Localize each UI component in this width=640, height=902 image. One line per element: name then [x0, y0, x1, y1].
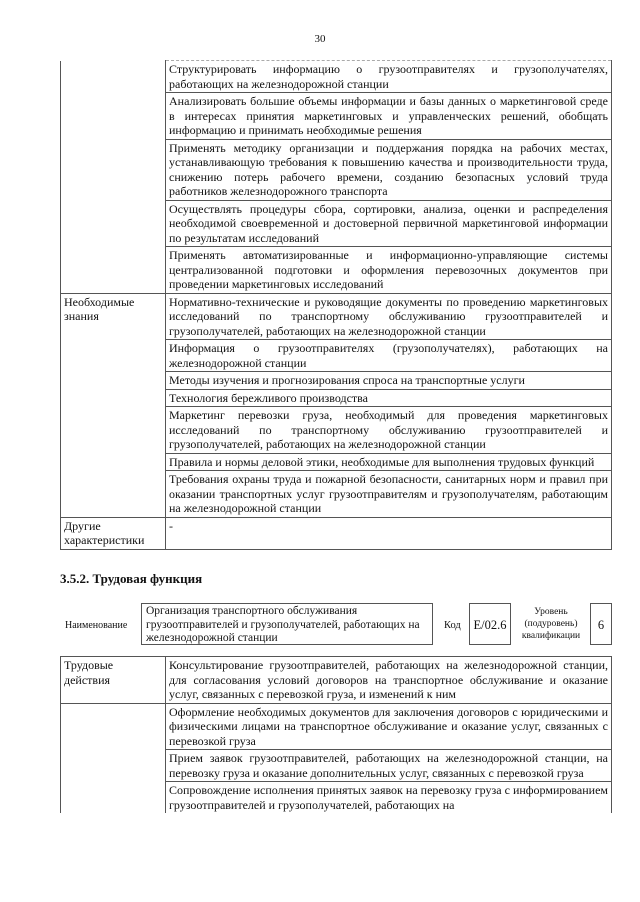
knowledge-item: Технология бережливого производства	[166, 389, 612, 407]
skill-row	[61, 139, 612, 200]
action-row	[61, 703, 612, 750]
function-header	[60, 603, 612, 649]
skill-row	[61, 93, 612, 140]
actions-label-cell	[61, 750, 166, 782]
actions-table	[60, 656, 612, 813]
skills-label-cell	[61, 93, 166, 140]
other-value: -	[166, 517, 612, 549]
action-row	[61, 750, 612, 782]
level-value: 6	[590, 603, 612, 645]
skills-label-cell	[61, 247, 166, 294]
skill-item: Структурировать информацию о грузоотправителях и грузополучателях, работающих на железнодорожной станции	[166, 61, 612, 93]
skill-item: Осуществлять процедуры сбора, сортировки, анализа, оценки и распределения необходимой своевременной и достоверной первичной маркетинговой информации по результатам исследований	[166, 200, 612, 247]
actions-label-cell	[61, 703, 166, 750]
skills-knowledge-table	[60, 60, 612, 550]
skill-row	[61, 200, 612, 247]
skill-row	[61, 247, 612, 294]
code-value: E/02.6	[469, 603, 511, 645]
knowledge-item: Информация о грузоотправителях (грузополучателях), работающих на железнодорожной станции	[166, 340, 612, 372]
skill-item: Применять автоматизированные и информационно-управляющие системы централизованной подготовки и оформления перевозочных документов при проведении маркетинговых исследований	[166, 247, 612, 294]
skill-item: Анализировать большие объемы информации и базы данных о маркетинговой среде в интересах принятия маркетинговых и управленческих решений, обобщать информацию и принимать необходимые решения	[166, 93, 612, 140]
knowledge-item: Правила и нормы деловой этики, необходимые для выполнения трудовых функций	[166, 453, 612, 471]
page-number: 30	[314, 33, 326, 45]
code-label: Код	[444, 620, 461, 631]
level-label: Уровень (подуровень) квалификации	[521, 607, 581, 641]
action-item: Оформление необходимых документов для заключения договоров с юридическими и физическими лицами на транспортное обслуживание и оказание услуг, связанных с перевозкой груза	[166, 703, 612, 750]
section-heading: 3.5.2. Трудовая функция	[60, 571, 203, 586]
skill-item: Применять методику организации и поддержания порядка на рабочих местах, устанавливающую требования к повышению качества и производительности труда, снижению потерь рабочего времени, созданию безопасных условий труда работников железнодорожного транспорта	[166, 139, 612, 200]
name-label: Наименование	[65, 620, 128, 631]
actions-label-cell	[61, 782, 166, 814]
actions-label: Трудовые действия	[61, 657, 166, 704]
action-row	[61, 657, 612, 704]
knowledge-item: Требования охраны труда и пожарной безопасности, санитарных норм и правил при оказании транспортных услуг грузоотправителям и грузополучателям, работающим на железнодорожной станции	[166, 471, 612, 518]
knowledge-label: Необходимые знания	[61, 293, 166, 517]
skill-row	[61, 61, 612, 93]
skills-label-cell	[61, 139, 166, 200]
name-value: Организация транспортного обслуживания грузоотправителей и грузополучателей, работающих на железнодорожной станции	[141, 603, 433, 645]
skills-label-cell	[61, 61, 166, 93]
other-row	[61, 517, 612, 549]
other-label: Другие характеристики	[61, 517, 166, 549]
knowledge-item: Нормативно-технические и руководящие документы по проведению маркетинговых исследований по транспортному обслуживанию грузоотправителей и грузополучателей, работающих на железнодорожной станции	[166, 293, 612, 340]
action-row	[61, 782, 612, 814]
skills-label-cell	[61, 200, 166, 247]
knowledge-item: Методы изучения и прогнозирования спроса на транспортные услуги	[166, 372, 612, 390]
action-item: Сопровождение исполнения принятых заявок на перевозку груза с информированием грузоотправителей и грузополучателей, работающих на	[166, 782, 612, 814]
action-item: Консультирование грузоотправителей, работающих на железнодорожной станции, для согласования условий договоров на транспортное обслуживание и оказание услуг, связанных с перевозкой груза, и изменений к ним	[166, 657, 612, 704]
knowledge-item: Маркетинг перевозки груза, необходимый для проведения маркетинговых исследований по транспортному обслуживанию грузоотправителей и грузополучателей, работающих на железнодорожной станции	[166, 407, 612, 454]
knowledge-row	[61, 293, 612, 340]
action-item: Прием заявок грузоотправителей, работающих на железнодорожной станции, на перевозку груза и оказание дополнительных услуг, связанных с перевозкой груза	[166, 750, 612, 782]
